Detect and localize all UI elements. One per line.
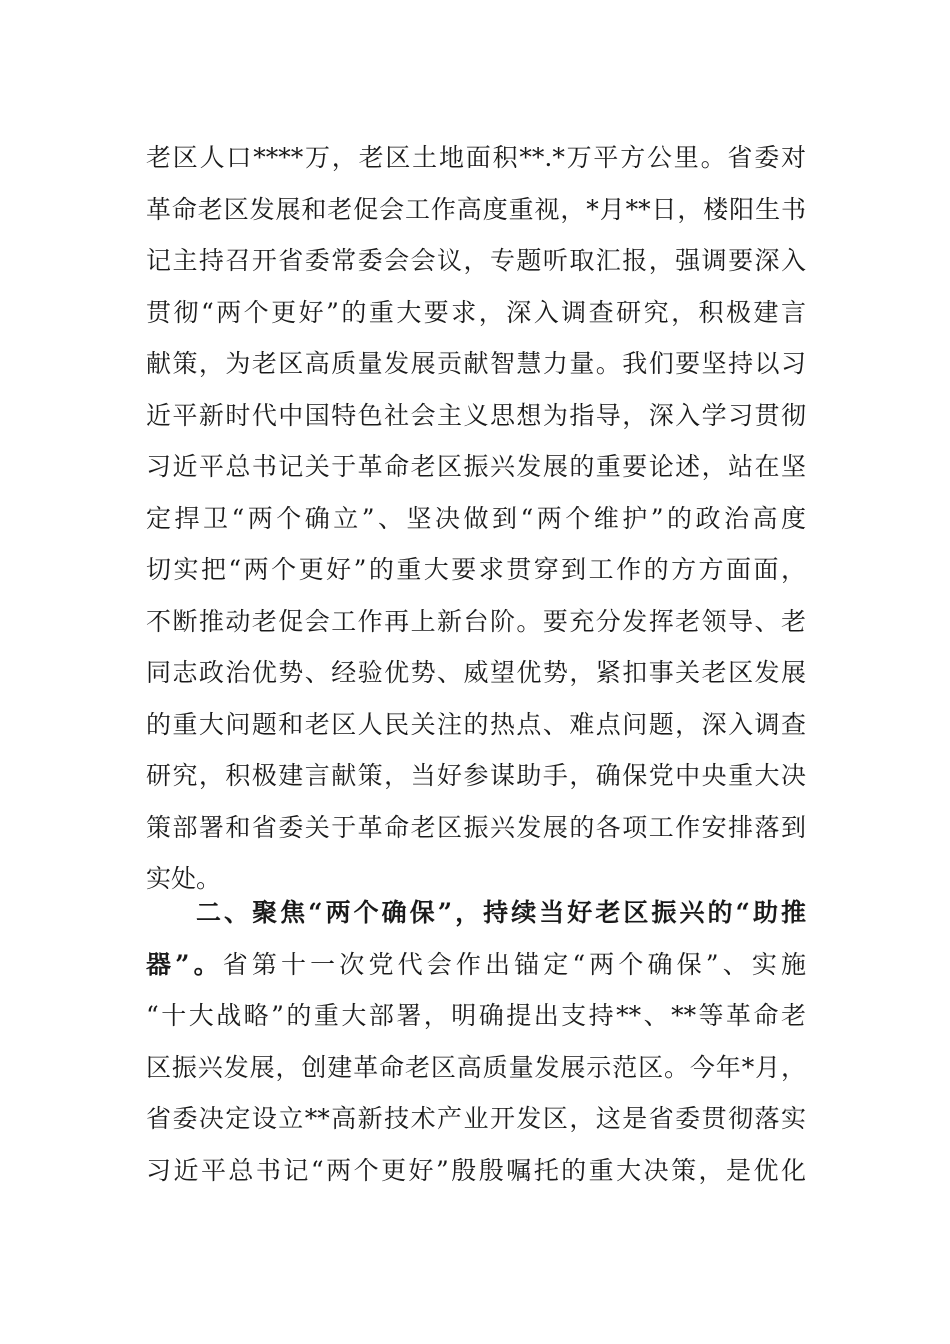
text-line: 省委决定设立**高新技术产业开发区，这是省委贯彻落实 [146,1104,806,1133]
text-line: 习近平总书记关于革命老区振兴发展的重要论述，站在坚 [146,452,806,481]
section-heading-end: 器”。 [146,949,223,979]
text-line: 的重大问题和老区人民关注的热点、难点问题，深入调查 [146,709,806,739]
text-line: 切实把“两个更好”的重大要求贯穿到工作的方方面面， [146,555,806,584]
text-line: 同志政治优势、经验优势、威望优势，紧扣事关老区发展 [146,658,806,687]
body-paragraph [146,132,806,905]
text-line: “十大战略”的重大部署，明确提出支持**、**等革命老 [146,1001,806,1030]
text-line: 近平新时代中国特色社会主义思想为指导，深入学习贯彻 [146,400,806,430]
section-paragraph [146,887,806,1196]
text-line [146,939,806,991]
text-line: 革命老区发展和老促会工作高度重视，*月**日，楼阳生书 [146,194,806,224]
text-line: 区振兴发展，创建革命老区高质量发展示范区。今年*月， [146,1052,806,1082]
text-line: 实处。 [146,864,222,893]
text-line: 老区人口****万，老区土地面积**.*万平方公里。省委对 [146,143,806,172]
text-line: 习近平总书记“两个更好”殷殷嘱托的重大决策，是优化 [146,1155,806,1185]
text-line: 定捍卫“两个确立”、坚决做到“两个维护”的政治高度 [146,503,806,533]
text-line: 贯彻“两个更好”的重大要求，深入调查研究，积极建言 [146,297,806,327]
text-line: 研究，积极建言献策，当好参谋助手，确保党中央重大决 [146,761,806,790]
text-line: 记主持召开省委常委会会议，专题听取汇报，强调要深入 [146,246,806,275]
text-line: 策部署和省委关于革命老区振兴发展的各项工作安排落到 [146,812,806,842]
text-line-rest: 省第十一次党代会作出锚定“两个确保”、实施 [222,949,806,979]
text-line: 不断推动老促会工作再上新台阶。要充分发挥老领导、老 [146,606,806,636]
section-heading: 二、聚焦“两个确保”，持续当好老区振兴的“助推 [196,898,806,927]
text-line: 献策，为老区高质量发展贡献智慧力量。我们要坚持以习 [146,349,806,378]
